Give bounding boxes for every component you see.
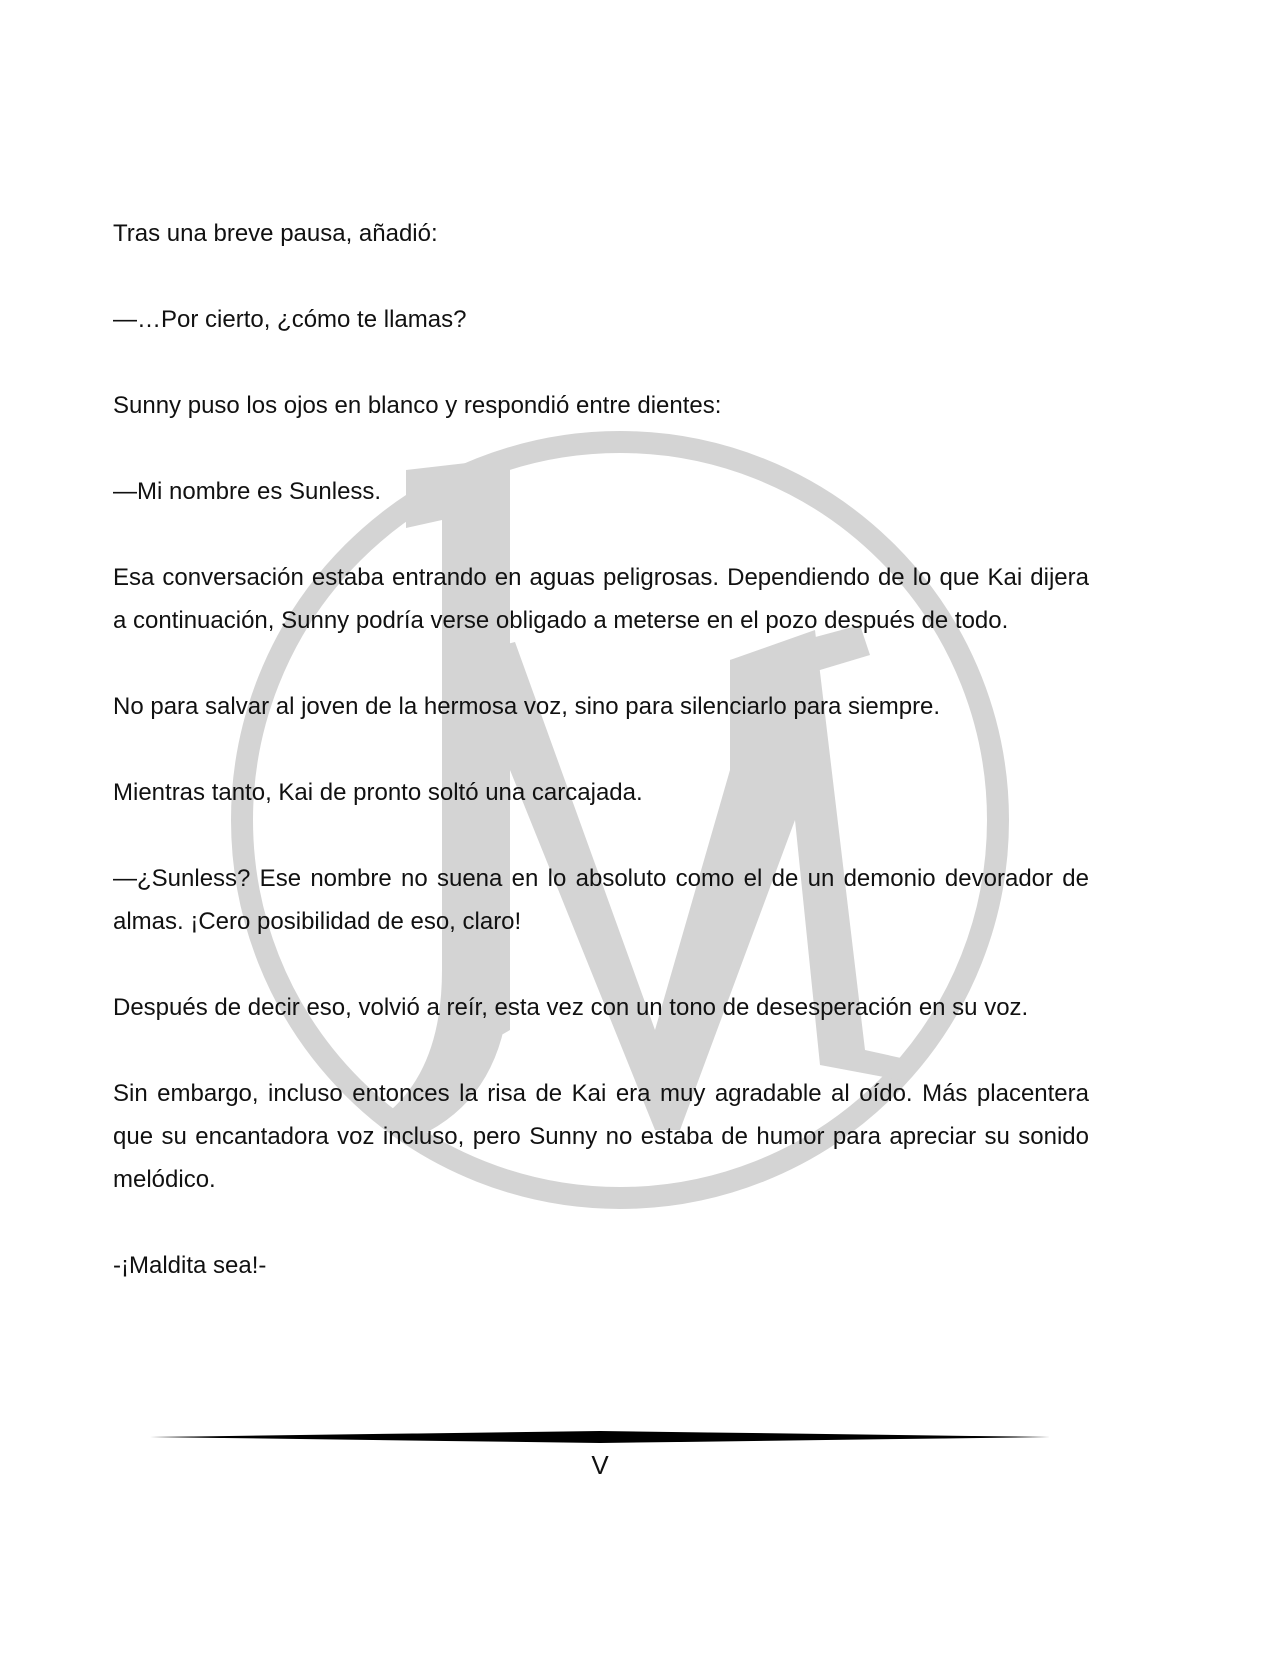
paragraph: —¿Sunless? Ese nombre no suena en lo absoluto como el de un demonio devorador de almas. ¡Cero posibilidad de eso, claro! <box>113 865 1089 935</box>
paragraph: —Mi nombre es Sunless. <box>113 478 382 505</box>
paragraph: Mientras tanto, Kai de pronto soltó una carcajada. <box>113 779 643 806</box>
paragraph: Sin embargo, incluso entonces la risa de Kai era muy agradable al oído. Más placentera que su encantadora voz incluso, pero Sunny no estaba de humor para apreciar su sonido melódico. <box>113 1080 1089 1193</box>
footer-divider <box>150 1430 1050 1444</box>
paragraph: Esa conversación estaba entrando en aguas peligrosas. Dependiendo de lo que Kai dijera a continuación, Sunny podría verse obligado a meterse en el pozo después de todo. <box>113 564 1089 634</box>
paragraph: No para salvar al joven de la hermosa voz, sino para silenciarlo para siempre. <box>113 693 941 720</box>
page-number: V <box>591 1450 609 1480</box>
paragraph: -¡Maldita sea!- <box>113 1252 267 1279</box>
paragraph: Sunny puso los ojos en blanco y respondió entre dientes: <box>113 392 722 419</box>
paragraph: —…Por cierto, ¿cómo te llamas? <box>113 306 467 333</box>
body-text <box>113 212 1089 1287</box>
paragraph: Después de decir eso, volvió a reír, esta vez con un tono de desesperación en su voz. <box>113 994 1029 1021</box>
paragraph: Tras una breve pausa, añadió: <box>113 220 438 247</box>
